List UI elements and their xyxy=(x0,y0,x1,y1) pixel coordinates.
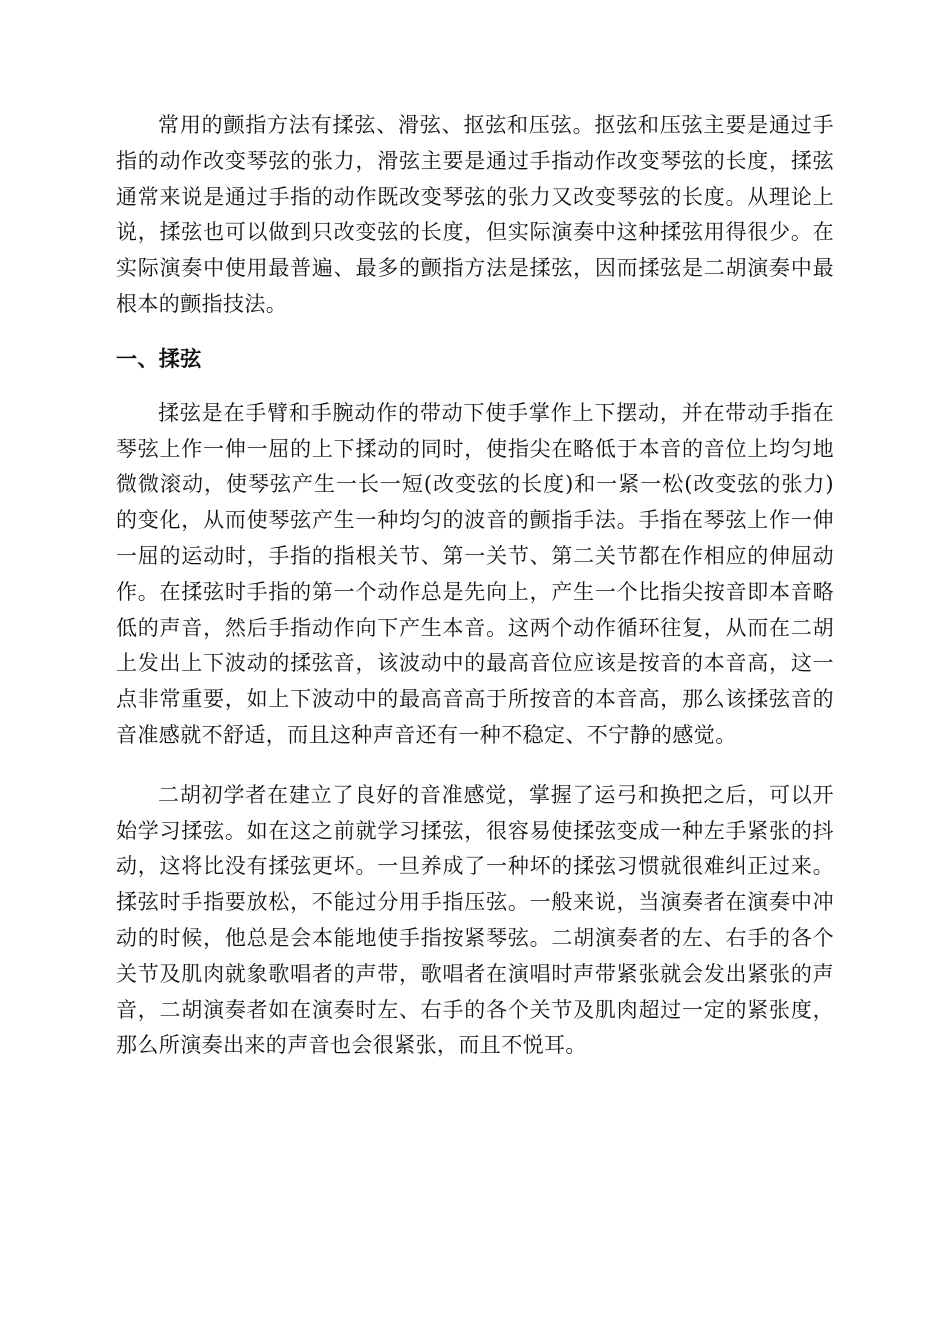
paragraph-spacer xyxy=(116,754,834,778)
body-paragraph-vibrato: 揉弦是在手臂和手腕动作的带动下使手掌作上下摆动，并在带动手指在琴弦上作一伸一屈的上下揉动的同时，使指尖在略低于本音的音位上均匀地微微滚动，使琴弦产生一长一短(改变弦的长度)和一紧一松(改变弦的张力)的变化，从而使琴弦产生一种均匀的波音的颤指手法。手指在琴弦上作一伸一屈的运动时，手指的指根关节、第一关节、第二关节都在作相应的伸屈动作。在揉弦时手指的第一个动作总是先向上，产生一个比指尖按音即本音略低的声音，然后手指动作向下产生本音。这两个动作循环往复，从而在二胡上发出上下波动的揉弦音，该波动中的最高音位应该是按音的本音高，这一点非常重要，如上下波动中的最高音高于所按音的本音高，那么该揉弦音的音准感就不舒适，而且这种声音还有一种不稳定、不宁静的感觉。 xyxy=(116,400,834,747)
intro-paragraph: 常用的颤指方法有揉弦、滑弦、抠弦和压弦。抠弦和压弦主要是通过手指的动作改变琴弦的张力，滑弦主要是通过手指动作改变琴弦的长度，揉弦通常来说是通过手指的动作既改变琴弦的张力又改变琴弦的长度。从理论上说，揉弦也可以做到只改变弦的长度，但实际演奏中这种揉弦用得很少。在实际演奏中使用最普遍、最多的颤指方法是揉弦，因而揉弦是二胡演奏中最根本的颤指技法。 xyxy=(116,113,834,316)
document-body xyxy=(116,108,834,1064)
body-paragraph-beginners: 二胡初学者在建立了良好的音准感觉，掌握了运弓和换把之后，可以开始学习揉弦。如在这之前就学习揉弦，很容易使揉弦变成一种左手紧张的抖动，这将比没有揉弦更坏。一旦养成了一种坏的揉弦习惯就很难纠正过来。揉弦时手指要放松，不能过分用手指压弦。一般来说，当演奏者在演奏中冲动的时候，他总是会本能地使手指按紧琴弦。二胡演奏者的左、右手的各个关节及肌肉就象歌唱者的声带，歌唱者在演唱时声带紧张就会发出紧张的声音，二胡演奏者如在演奏时左、右手的各个关节及肌肉超过一定的紧张度，那么所演奏出来的声音也会很紧张，而且不悦耳。 xyxy=(116,782,834,1058)
section-heading: 一、揉弦 xyxy=(116,346,202,371)
